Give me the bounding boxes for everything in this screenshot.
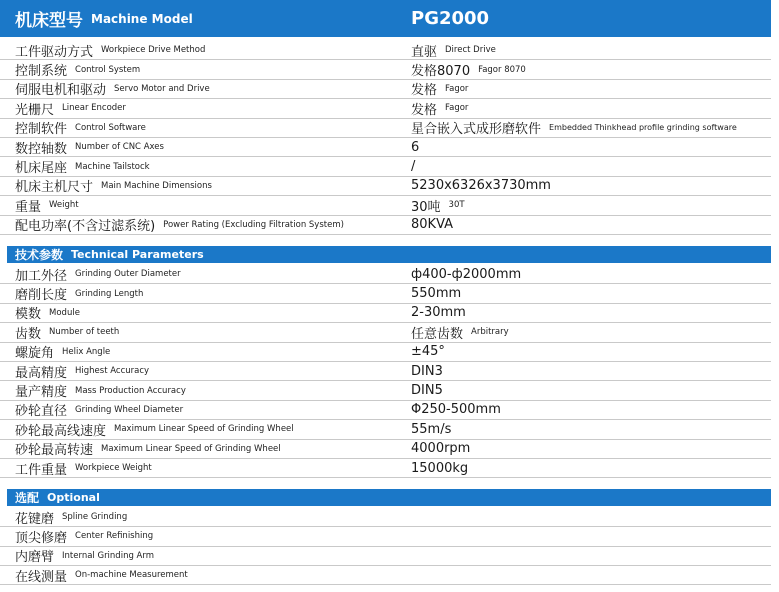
- spec-label-en: Power Rating (Excluding Filtration System): [163, 219, 344, 230]
- spec-value: 4000rpm: [411, 441, 471, 457]
- spec-value: 15000kg: [411, 460, 469, 476]
- spec-value: /: [411, 159, 416, 175]
- spec-row: [0, 265, 771, 284]
- option-label-cn: 在线测量: [15, 569, 68, 585]
- spec-row: [0, 41, 771, 60]
- spec-row: [0, 362, 771, 381]
- spec-row: [0, 420, 771, 439]
- machine-model-header-cn: 机床型号: [15, 11, 83, 31]
- option-label-en: Internal Grinding Arm: [62, 550, 154, 561]
- spec-label-cn: 齿数: [15, 326, 42, 342]
- spec-label-cn: 砂轮直径: [15, 404, 68, 420]
- spec-label-cn: 控制系统: [15, 64, 68, 80]
- spec-value: 550mm: [411, 286, 462, 302]
- spec-value: 6: [411, 139, 420, 155]
- machine-model-header-en: Machine Model: [91, 11, 193, 26]
- spec-label-cn: 砂轮最高转速: [15, 443, 94, 459]
- spec-value-en: Embedded Thinkhead profile grinding software: [549, 123, 737, 133]
- machine-rows: [0, 41, 771, 235]
- spec-label-en: Control System: [75, 64, 141, 75]
- optional-rows: [0, 508, 771, 585]
- spec-row: [0, 381, 771, 400]
- machine-model-value: PG2000: [411, 8, 490, 29]
- spec-row: [0, 343, 771, 362]
- spec-value: 发格: [411, 83, 438, 99]
- spec-value: 2-30mm: [411, 305, 466, 321]
- spec-label-cn: 伺服电机和驱动: [15, 83, 107, 99]
- spec-label-en: Linear Encoder: [62, 103, 126, 114]
- technical-parameters-header: [7, 246, 771, 263]
- spec-value: 星合嵌入式成形磨软件: [411, 122, 542, 138]
- optional-header: [7, 489, 771, 506]
- spec-row: [0, 284, 771, 303]
- spec-value: 任意齿数: [411, 326, 464, 342]
- spec-row: [0, 323, 771, 342]
- option-row: [0, 566, 771, 585]
- option-label-en: On-machine Measurement: [75, 570, 188, 581]
- spec-label-cn: 工件驱动方式: [15, 44, 94, 60]
- option-label-en: Spline Grinding: [62, 512, 128, 523]
- spec-row: [0, 80, 771, 99]
- spec-label-en: Control Software: [75, 122, 146, 133]
- spec-label-cn: 光栅尺: [15, 102, 55, 118]
- spec-value: 发格8070: [411, 64, 471, 80]
- spec-label-en: Maximum Linear Speed of Grinding Wheel: [101, 443, 281, 454]
- spec-value: DIN5: [411, 383, 443, 399]
- option-row: [0, 508, 771, 527]
- spec-label-cn: 量产精度: [15, 385, 68, 401]
- spec-label-en: Workpiece Drive Method: [101, 45, 206, 56]
- spec-value: 80KVA: [411, 217, 454, 233]
- machine-model-header: [0, 0, 771, 37]
- spec-row: [0, 196, 771, 215]
- spec-label-en: Highest Accuracy: [75, 366, 150, 377]
- spec-value: 直驱: [411, 44, 438, 60]
- spec-row: [0, 304, 771, 323]
- technical-parameters-header-cn: 技术参数: [15, 248, 64, 262]
- spec-label-en: Main Machine Dimensions: [101, 180, 212, 191]
- spec-value-en: Fagor: [445, 83, 469, 94]
- spec-label-cn: 模数: [15, 307, 42, 323]
- technical-rows: [0, 265, 771, 478]
- spec-value-en: 30T: [448, 200, 465, 211]
- spec-label-en: Servo Motor and Drive: [114, 83, 210, 94]
- spec-label-en: Maximum Linear Speed of Grinding Wheel: [114, 424, 294, 435]
- spec-value: ±45°: [411, 344, 445, 360]
- spec-row: [0, 138, 771, 157]
- spec-label-cn: 磨削长度: [15, 288, 68, 304]
- spec-label-en: Machine Tailstock: [75, 161, 150, 172]
- spec-label-cn: 机床主机尺寸: [15, 180, 94, 196]
- spec-value-en: Arbitrary: [471, 327, 509, 338]
- spec-label-cn: 数控轴数: [15, 141, 68, 157]
- spec-label-cn: 配电功率(不含过滤系统): [15, 219, 156, 235]
- spec-label-en: Grinding Length: [75, 288, 144, 299]
- option-label-cn: 顶尖修磨: [15, 530, 68, 546]
- spec-label-en: Grinding Wheel Diameter: [75, 404, 184, 415]
- spec-label-en: Grinding Outer Diameter: [75, 269, 181, 280]
- spec-label-cn: 机床尾座: [15, 161, 68, 177]
- spec-label-cn: 加工外径: [15, 268, 68, 284]
- spec-row: [0, 157, 771, 176]
- spec-value: 发格: [411, 102, 438, 118]
- spec-value: 55m/s: [411, 421, 452, 437]
- spec-label-en: Weight: [49, 200, 79, 211]
- spec-value: ф400-ф2000mm: [411, 266, 522, 282]
- spec-value: 30吨: [411, 199, 441, 215]
- technical-parameters-header-en: Technical Parameters: [71, 248, 204, 261]
- spec-label-en: Helix Angle: [62, 346, 111, 357]
- spec-value-en: Direct Drive: [445, 45, 496, 56]
- spec-label-en: Mass Production Accuracy: [75, 385, 186, 396]
- option-row: [0, 547, 771, 566]
- spec-label-cn: 砂轮最高线速度: [15, 423, 107, 439]
- spec-label-en: Module: [49, 307, 80, 318]
- spec-row: [0, 401, 771, 420]
- spec-label-cn: 螺旋角: [15, 346, 55, 362]
- spec-label-cn: 重量: [15, 199, 42, 215]
- spec-value-en: Fagor: [445, 103, 469, 114]
- spec-value: Φ250-500mm: [411, 402, 501, 418]
- spec-row: [0, 216, 771, 235]
- spec-label-en: Workpiece Weight: [75, 463, 152, 474]
- spec-value-en: Fagor 8070: [478, 64, 526, 75]
- spec-label-en: Number of teeth: [49, 327, 120, 338]
- spec-row: [0, 60, 771, 79]
- optional-header-cn: 选配: [15, 491, 40, 505]
- spec-row: [0, 99, 771, 118]
- spec-row: [0, 119, 771, 138]
- optional-header-en: Optional: [47, 491, 100, 504]
- option-label-en: Center Refinishing: [75, 531, 154, 542]
- spec-row: [0, 440, 771, 459]
- spec-label-cn: 最高精度: [15, 365, 68, 381]
- option-label-cn: 花键磨: [15, 511, 55, 527]
- option-label-cn: 内磨臂: [15, 550, 55, 566]
- spec-label-cn: 控制软件: [15, 122, 68, 138]
- spec-value: 5230x6326x3730mm: [411, 178, 551, 194]
- spec-label-cn: 工件重量: [15, 462, 68, 478]
- spec-label-en: Number of CNC Axes: [75, 142, 164, 153]
- spec-row: [0, 177, 771, 196]
- spec-row: [0, 459, 771, 478]
- option-row: [0, 527, 771, 546]
- spec-value: DIN3: [411, 363, 443, 379]
